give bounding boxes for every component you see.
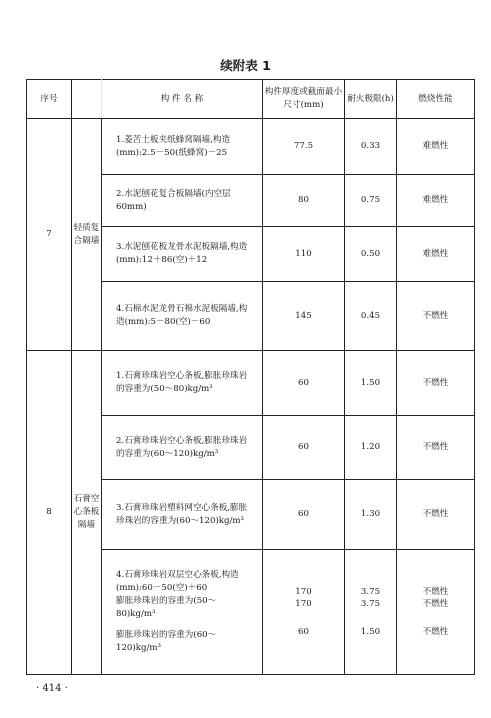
row-fire: 0.50 — [345, 227, 397, 282]
row-desc: 2.水泥刨花复合板隔墙(内空层 60mm) — [102, 175, 263, 227]
composite-desc-main: 4.石膏珍珠岩双层空心条板,构造(mm):60－50(空)＋60 — [116, 570, 239, 594]
group-category: 石膏空心条板隔墙 — [72, 351, 102, 675]
header-fire: 耐火极限(h) — [345, 80, 397, 119]
fire-value: 3.75 — [360, 598, 381, 609]
header-row — [27, 80, 475, 119]
page-number: · 414 · — [36, 683, 68, 694]
row-desc: 3.水泥刨花板龙骨水泥板隔墙,构造(mm):12＋86(空)＋12 — [102, 227, 263, 282]
size-value: 170 — [295, 598, 312, 609]
row-fire: 1.30 — [345, 480, 397, 550]
composite-desc-b: 膨胀珍珠岩的容重为(60～120)kg/m³ — [116, 629, 217, 653]
row-fire-stack — [345, 550, 397, 675]
row-size-stack — [263, 550, 345, 675]
size-value: 60 — [298, 627, 309, 638]
row-burn: 难燃性 — [397, 175, 475, 227]
row-desc: 1.菱苦土板夹纸蜂窝隔墙,构造(mm):2.5－50(纸蜂窝)－25 — [102, 119, 263, 175]
row-fire: 1.50 — [345, 351, 397, 416]
fire-value: 1.50 — [360, 627, 381, 638]
row-desc: 3.石膏珍珠岩塑料网空心条板,膨胀珍珠岩的容重为(60～120)kg/m³ — [102, 480, 263, 550]
row-desc: 4.石棉水泥龙骨石棉水泥板隔墙,构造(mm):5－80(空)－60 — [102, 282, 263, 351]
row-fire: 0.75 — [345, 175, 397, 227]
row-burn: 不燃性 — [397, 480, 475, 550]
size-value: 170 — [295, 586, 312, 597]
composite-desc-a: 膨胀珍珠岩的容重为(50～80)kg/m³ — [116, 596, 217, 619]
table-row — [27, 119, 475, 175]
row-size: 145 — [263, 282, 345, 351]
table-title: 续附表 1 — [220, 58, 271, 73]
row-fire: 0.33 — [345, 119, 397, 175]
group-category: 轻质复合隔墙 — [72, 119, 102, 351]
burn-value: 不燃性 — [422, 598, 449, 609]
row-size: 77.5 — [263, 119, 345, 175]
row-size: 80 — [263, 175, 345, 227]
header-size: 构件厚度或截面最小尺寸(mm) — [263, 80, 345, 119]
fire-rating-table — [26, 79, 475, 675]
row-desc-composite — [102, 550, 263, 675]
row-size: 60 — [263, 416, 345, 480]
burn-value: 不燃性 — [422, 586, 449, 597]
row-fire: 1.20 — [345, 416, 397, 480]
fire-value: 3.75 — [360, 586, 381, 597]
row-desc: 1.石膏珍珠岩空心条板,膨胀珍珠岩的容重为(50～80)kg/m³ — [102, 351, 263, 416]
row-burn: 不燃性 — [397, 351, 475, 416]
row-burn-stack — [397, 550, 475, 675]
group-seq: 7 — [27, 119, 72, 351]
header-spacer — [72, 80, 102, 119]
row-size: 110 — [263, 227, 345, 282]
row-burn: 难燃性 — [397, 227, 475, 282]
row-burn: 不燃性 — [397, 282, 475, 351]
row-burn: 难燃性 — [397, 119, 475, 175]
burn-value: 不燃性 — [422, 627, 449, 638]
row-desc: 2.石膏珍珠岩空心条板,膨胀珍珠岩的容重为(60～120)kg/m³ — [102, 416, 263, 480]
table-row — [27, 351, 475, 416]
row-size: 60 — [263, 351, 345, 416]
row-size: 60 — [263, 480, 345, 550]
header-burn: 燃烧性能 — [397, 80, 475, 119]
group-seq: 8 — [27, 351, 72, 675]
header-name: 构 件 名 称 — [102, 80, 263, 119]
row-fire: 0.45 — [345, 282, 397, 351]
row-burn: 不燃性 — [397, 416, 475, 480]
header-seq: 序号 — [27, 80, 72, 119]
